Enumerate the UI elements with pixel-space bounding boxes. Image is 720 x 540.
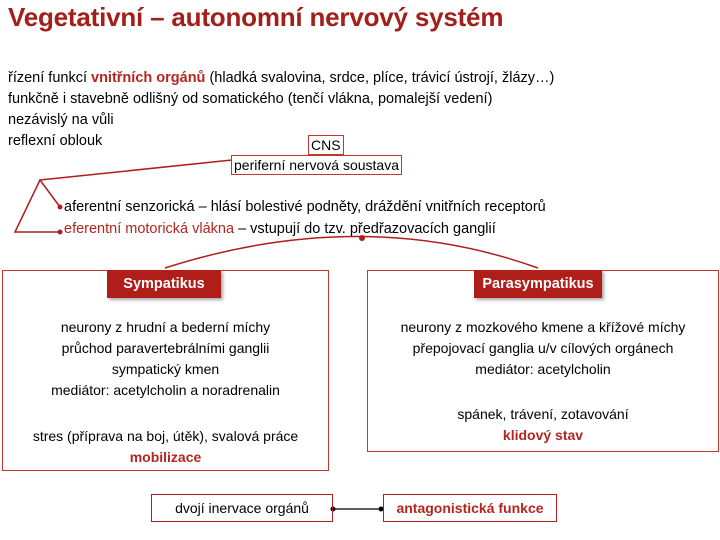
sympathetic-panel bbox=[2, 270, 329, 471]
parasympathetic-line-3: mediátor: acetylcholin bbox=[475, 361, 611, 377]
dual-innervation-box: dvojí inervace orgánů bbox=[151, 494, 333, 522]
antagonistic-function-box: antagonistická funkce bbox=[383, 494, 557, 522]
efferent-dot bbox=[58, 230, 63, 235]
branch-arch bbox=[165, 237, 538, 269]
intro-line-4: reflexní oblouk bbox=[8, 133, 103, 149]
afferent-line: aferentní senzorická – hlásí bolestivé podněty, dráždění vnitřních receptorů bbox=[64, 199, 546, 215]
intro-line-2: funkčně i stavebně odlišný od somatického (tenčí vlákna, pomalejší vedení) bbox=[8, 91, 493, 107]
intro-line-1-end: (hladká svalovina, srdce, plíce, trávicí ústrojí, žlázy…) bbox=[205, 70, 555, 86]
parasympathetic-line-2: přepojovací ganglia u/v cílových orgánech bbox=[412, 340, 674, 356]
sympathetic-line-1: neurony z hrudní a bederní míchy bbox=[60, 319, 271, 335]
efferent-rest: – vstupují do tzv. předřazovacích ganglií bbox=[234, 221, 496, 237]
intro-line-1 bbox=[8, 69, 554, 87]
parasympathetic-state: klidový stav bbox=[502, 427, 584, 443]
efferent-highlight: eferentní motorická vlákna bbox=[64, 221, 235, 237]
parasympathetic-line-1: neurony z mozkového kmene a křížové míchy bbox=[400, 319, 686, 335]
sympathetic-header: Sympatikus bbox=[107, 270, 221, 298]
afferent-dot bbox=[58, 205, 63, 210]
sympathetic-line-2: průchod paravertebrálními ganglii bbox=[61, 340, 270, 356]
parasympathetic-header: Parasympatikus bbox=[474, 270, 602, 298]
peripheral-tag: periferní nervová soustava bbox=[231, 155, 402, 175]
intro-line-1-start: řízení funkcí bbox=[8, 70, 92, 86]
parasympathetic-function: spánek, trávení, zotavování bbox=[457, 406, 629, 422]
intro-line-3: nezávislý na vůli bbox=[8, 112, 114, 128]
page-title: Vegetativní – autonomní nervový systém bbox=[8, 2, 504, 32]
sympathetic-line-3: sympatický kmen bbox=[111, 361, 220, 377]
sympathetic-line-4: mediátor: acetylcholin a noradrenalin bbox=[51, 382, 280, 398]
reflex-arc-line-lower bbox=[15, 180, 60, 232]
intro-highlight: vnitřních orgánů bbox=[91, 70, 206, 86]
sympathetic-function: stres (příprava na boj, útěk), svalová práce bbox=[32, 428, 299, 444]
efferent-line bbox=[64, 220, 496, 238]
sympathetic-state: mobilizace bbox=[129, 449, 202, 465]
cns-tag: CNS bbox=[308, 135, 344, 155]
